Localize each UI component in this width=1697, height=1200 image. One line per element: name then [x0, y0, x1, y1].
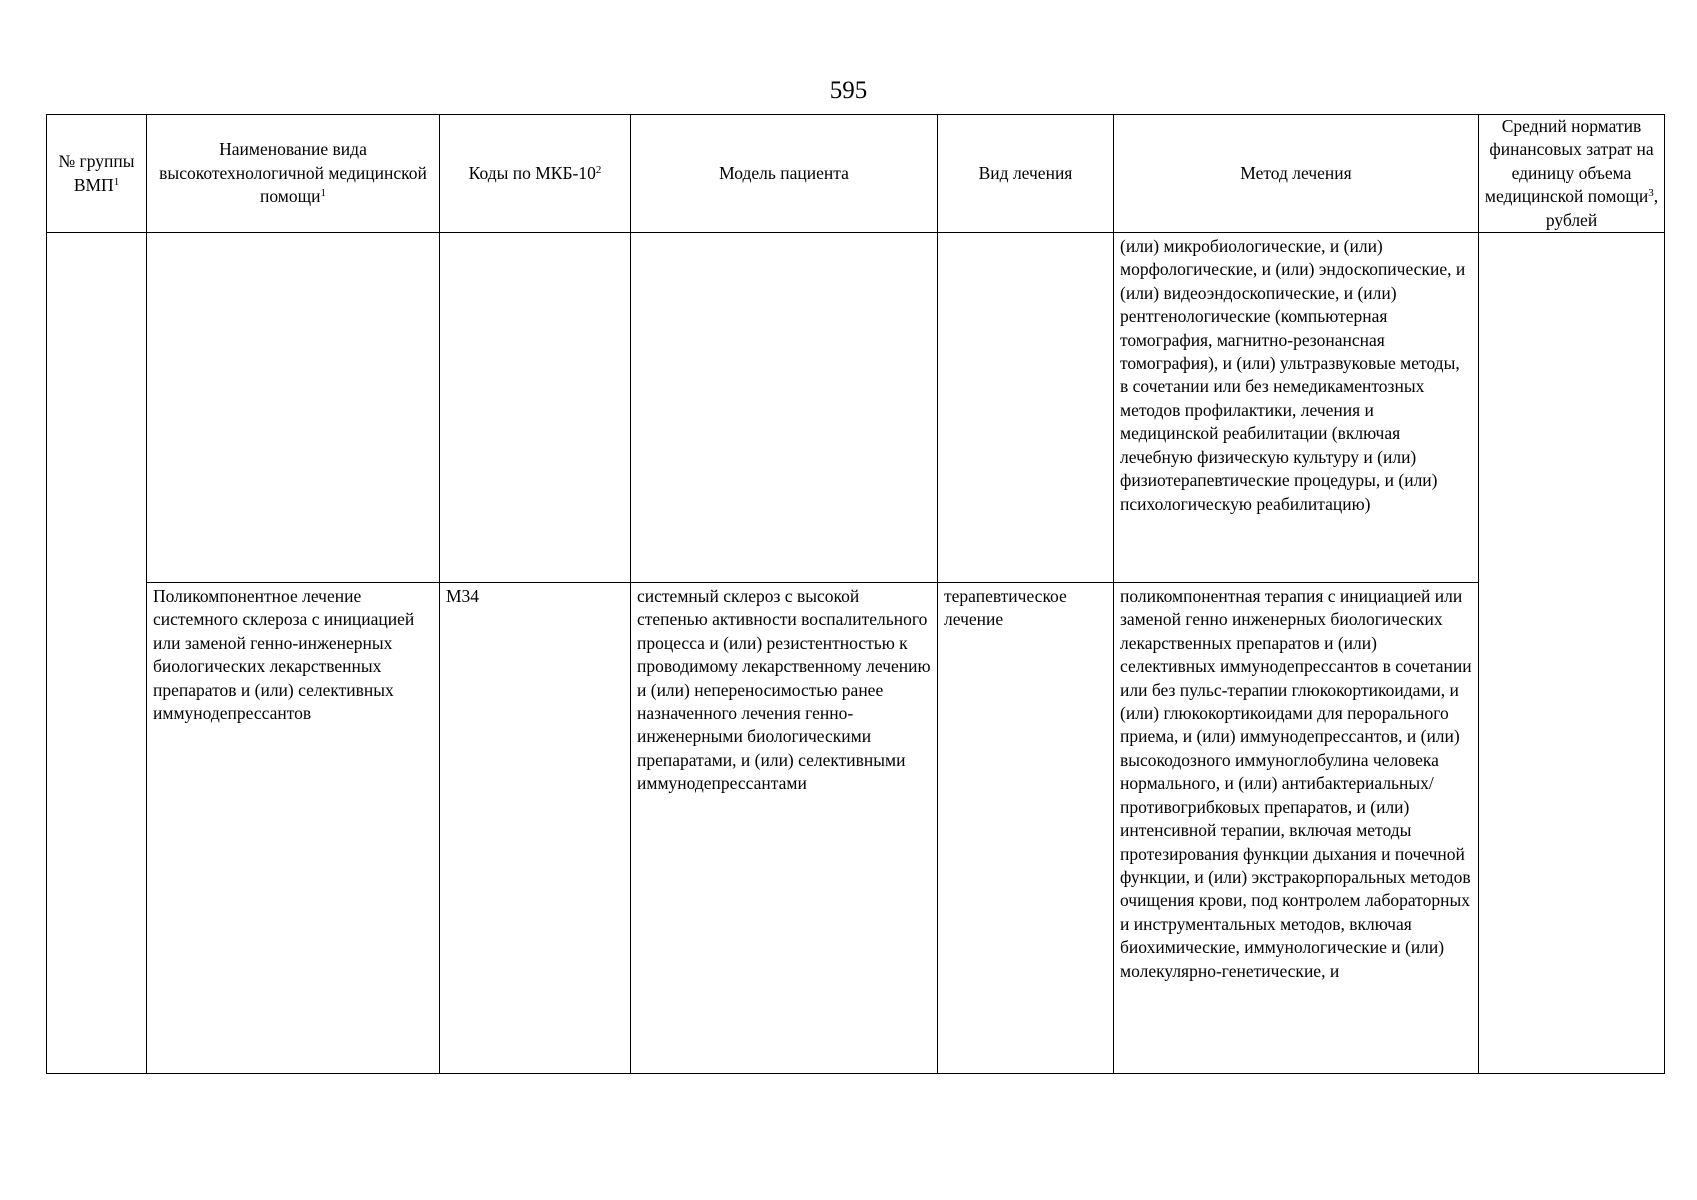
header-treatment-method: Метод лечения: [1114, 115, 1479, 233]
cell-care-type-name: Поликомпонентное лечение системного склероза с инициацией или заменой генно-инженерных биологических лекарственных препаратов и (или) селективных иммунодепрессантов: [147, 583, 440, 1074]
header-patient-model: Модель пациента: [631, 115, 938, 233]
table-header-row: [47, 115, 1665, 233]
cell-treatment-method: (или) микробиологические, и (или) морфологические, и (или) эндоскопические, и (или) видеоэндоскопические, и (или) рентгенологические (компьютерная томография, магнитно-резонансная томография), и (или) ультразвуковые методы, в сочетании или без немедикаментозных методов профилактики, лечения и медицинской реабилитации (включая лечебную физическую культуру и (или) физиотерапевтические процедуры, и (или) психологическую реабилитацию): [1114, 233, 1479, 583]
cell-treatment-type: терапевтическое лечение: [938, 583, 1114, 1074]
header-icd-codes: Коды по МКБ-$10^2$: [440, 115, 631, 233]
cell-icd-codes: [440, 233, 631, 583]
cell-treatment-type: [938, 233, 1114, 583]
cell-patient-model: системный склероз с высокой степенью активности воспалительного процесса и (или) резистентностью к проводимому лекарственному лечению и (или) непереносимостью ранее назначенного лечения генно-инженерными биологическими препаратами, и (или) селективными иммунодепрессантами: [631, 583, 938, 1074]
table-row: [47, 583, 1665, 1074]
header-cost-standard: Средний норматив финансовых затрат на единицу объема медицинской помощи$^3$, рублей: [1479, 115, 1665, 233]
header-group-number: № группы ВМП$^1$: [47, 115, 147, 233]
vmp-table: [46, 114, 1665, 1074]
header-care-type-name: Наименование вида высокотехнологичной медицинской помощи$^1$: [147, 115, 440, 233]
cell-treatment-method: поликомпонентная терапия с инициацией или заменой генно инженерных биологических лекарственных препаратов и (или) селективных иммунодепрессантов в сочетании или без пульс-терапии глюкокортикоидами, и (или) глюкокортикоидами для перорального приема, и (или) иммунодепрессантов, и (или) высокодозного иммуноглобулина человека нормального, и (или) антибактериальных/противогрибковых препаратов, и (или) интенсивной терапии, включая методы протезирования функции дыхания и почечной функции, и (или) экстракорпоральных методов очищения крови, под контролем лабораторных и инструментальных методов, включая биохимические, иммунологические и (или) молекулярно-генетические, и: [1114, 583, 1479, 1074]
cell-icd-codes: M34: [440, 583, 631, 1074]
table-row: [47, 233, 1665, 583]
cell-patient-model: [631, 233, 938, 583]
header-treatment-type: Вид лечения: [938, 115, 1114, 233]
cell-care-type-name: [147, 233, 440, 583]
page-number: 595: [829, 77, 868, 104]
cell-cost-standard: [1479, 233, 1665, 1074]
cell-group-number: [47, 233, 147, 1074]
